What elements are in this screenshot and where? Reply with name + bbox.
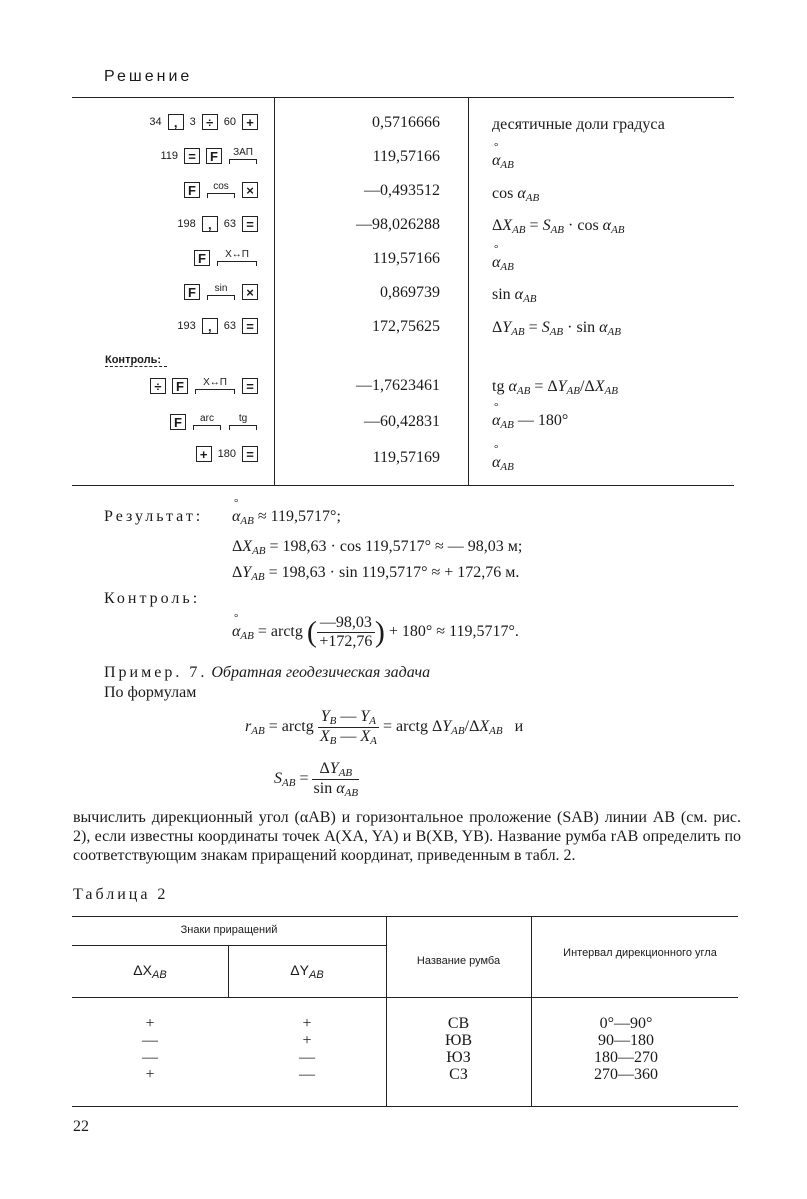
- value-1: 0,5716666: [372, 114, 440, 131]
- f-key: F: [172, 378, 188, 394]
- table-top-rule: [72, 916, 738, 917]
- formula-r: $r_{AB}$ = arctg $\frac{Y_B — Y_A}{X_B — X_A}$ = arctg $\Delta Y_{AB}/\Delta X_{AB}$ и: [245, 708, 524, 747]
- sin-label: sin: [206, 284, 236, 300]
- f-key: F: [170, 414, 186, 430]
- column-divider-1: [274, 97, 275, 485]
- table-cell-interval: 270—360: [594, 1066, 658, 1083]
- table-header-rule: [72, 997, 738, 998]
- key-row-2: 119 = F ЗАП: [160, 148, 258, 164]
- key-row-4: 198 , 63 =: [177, 216, 258, 232]
- problem-paragraph: вычислить дирекционный угол (αAB) и горизонтальное проложение (SAB) линии AB (см. рис. 2), если известны координаты точек A(XA, YA) и B(XB, YB). Название румба rAB определить по соответствующим знакам приращений координат, приведенным в табл. 2.: [73, 809, 741, 864]
- table-cell-interval: 180—270: [594, 1049, 658, 1066]
- table-cell-dx: —: [142, 1032, 158, 1049]
- result-line-3: $\Delta Y_{AB} = 198,63 \cdot \sin 119,5717^\circ$ ≈ + 172,76 м.: [232, 564, 520, 583]
- note-2: ° $\alpha_{AB}$: [492, 152, 514, 171]
- mid-rule: [72, 485, 734, 486]
- table-cell-dy: +: [302, 1032, 312, 1049]
- key-row-7: 193 , 63 =: [177, 318, 258, 334]
- note-6: $\sin \alpha_{AB}$: [492, 286, 537, 305]
- result-label: Результат:: [104, 508, 204, 525]
- divide-key: ÷: [150, 378, 166, 394]
- control-key-row-3: + 180 =: [196, 446, 258, 462]
- control-label: Контроль:: [105, 354, 167, 367]
- multiply-key: ×: [242, 182, 258, 198]
- control-formula: ° $\alpha_{AB}$ = arctg ( $\frac{—98,03}{+172,76}$ ) + 180° ≈ 119,5717°.: [232, 614, 519, 651]
- formula-s: $S_{AB}$ = $\frac{\Delta Y_{AB}}{\sin \alpha_{AB}}$: [274, 760, 359, 799]
- multiply-key: ×: [242, 284, 258, 300]
- exchange-label: X↔П: [216, 250, 258, 266]
- cos-label: cos: [206, 182, 236, 198]
- equals-key: =: [242, 318, 258, 334]
- equals-key: =: [242, 446, 258, 462]
- note-3: $\cos \alpha_{AB}$: [492, 185, 540, 204]
- equals-key: =: [184, 148, 200, 164]
- note-7: $\Delta Y_{AB} = S_{AB} \cdot \sin \alpha_{AB}$: [492, 319, 621, 338]
- decimal-key: ,: [202, 216, 218, 232]
- key-row-1: 34 , 3 ÷ 60 +: [149, 114, 258, 130]
- header-name: Название румба: [416, 955, 501, 967]
- store-label: ЗАП: [228, 148, 258, 164]
- table-cell-dy: —: [299, 1066, 315, 1083]
- by-formulas: По формулам: [104, 684, 197, 701]
- f-key: F: [184, 182, 200, 198]
- value-8: —1,7623461: [356, 377, 440, 394]
- control-key-column: [100, 0, 258, 480]
- f-key: F: [184, 284, 200, 300]
- decimal-key: ,: [202, 318, 218, 334]
- table-cell-name: ЮЗ: [446, 1049, 471, 1066]
- table-cell-dy: +: [302, 1015, 312, 1032]
- plus-key: +: [242, 114, 258, 130]
- value-3: —0,493512: [364, 182, 440, 199]
- value-9: —60,42831: [364, 413, 440, 430]
- note-10: ° $\alpha_{AB}$: [492, 454, 514, 473]
- table-cell-dx: —: [142, 1049, 158, 1066]
- example-line: Пример. 7. Обратная геодезическая задача: [104, 664, 431, 681]
- note-8: tg $\alpha_{AB} = \Delta Y_{AB}/\Delta X_{AB}$: [492, 378, 618, 397]
- plus-key: +: [196, 446, 212, 462]
- note-1: десятичные доли градуса: [492, 116, 665, 133]
- table-cell-name: СЗ: [449, 1066, 468, 1083]
- control-key-row-1: [150, 378, 258, 394]
- decimal-key: ,: [168, 114, 184, 130]
- table-cell-dx: +: [145, 1015, 155, 1032]
- result-line-2: $\Delta X_{AB} = 198,63 \cdot \cos 119,5717^\circ$ ≈ — 98,03 м;: [232, 538, 523, 557]
- value-6: 0,869739: [380, 284, 440, 301]
- value-2: 119,57166: [372, 148, 440, 165]
- equals-key: =: [242, 378, 258, 394]
- value-5: 119,57166: [372, 250, 440, 267]
- table-group-header: Знаки приращений: [180, 924, 278, 936]
- table-cell-dx: +: [145, 1066, 155, 1083]
- f-key: F: [194, 250, 210, 266]
- value-4: —98,026288: [356, 216, 440, 233]
- header-dx: $\Delta X_{AB}$: [133, 962, 167, 981]
- table-caption: Таблица 2: [73, 886, 169, 903]
- equals-key: =: [242, 216, 258, 232]
- table-cell-dy: —: [299, 1049, 315, 1066]
- value-10: 119,57169: [372, 449, 440, 466]
- table-cell-name: СВ: [447, 1015, 470, 1032]
- column-divider-2: [468, 97, 469, 485]
- table-group-rule: [72, 945, 386, 946]
- arc-label: arc: [192, 414, 222, 430]
- header-interval: Интервал дирекционного угла: [563, 947, 717, 959]
- table-cell-name: ЮВ: [444, 1032, 473, 1049]
- control-heading: Контроль:: [104, 590, 201, 607]
- result-line-1: ° $\alpha_{AB} \approx 119,5717^\circ$;: [232, 508, 341, 527]
- page-number: 22: [73, 1118, 89, 1135]
- header-dy: $\Delta Y_{AB}$: [290, 962, 324, 981]
- f-key: F: [206, 148, 222, 164]
- value-7: 172,75625: [372, 318, 440, 335]
- note-9: ° $\alpha_{AB}$ — 180°: [492, 412, 568, 431]
- tg-label: tg: [228, 414, 258, 430]
- solution-heading: Решение: [104, 68, 193, 85]
- table-bottom-rule: [72, 1106, 738, 1107]
- note-4: $\Delta X_{AB} = S_{AB} \cdot \cos \alpha_{AB}$: [492, 217, 625, 236]
- control-key-row-2: [170, 414, 258, 430]
- divide-key: ÷: [202, 114, 218, 130]
- table-cell-interval: 0°—90°: [599, 1015, 653, 1032]
- exchange-label: X↔П: [194, 378, 236, 394]
- table-cell-interval: 90—180: [598, 1032, 654, 1049]
- note-5: ° $\alpha_{AB}$: [492, 254, 514, 273]
